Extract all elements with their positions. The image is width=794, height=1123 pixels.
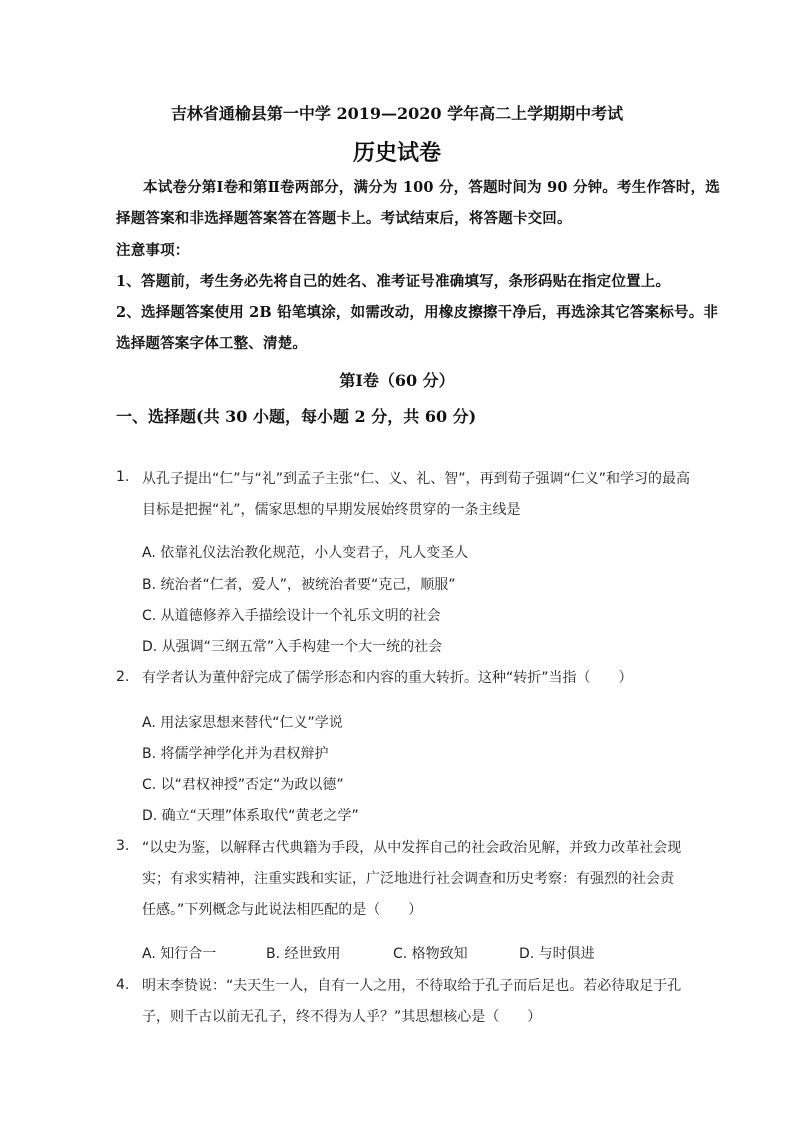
- question-number: 2.: [116, 669, 130, 685]
- option-b: B. 将儒学神学化并为君权辩护: [142, 746, 329, 762]
- question-text-line: “以史为鉴，以解释古代典籍为手段，从中发挥自己的社会政治见解，并致力改革社会现: [142, 840, 682, 856]
- intro-line-2: 择题答案和非选择题答案答在答题卡上。考试结束后，将答题卡交回。: [116, 210, 572, 227]
- option-c: C. 格物致知: [393, 946, 468, 962]
- part-heading: 第Ⅰ卷（60 分）: [339, 371, 455, 390]
- note-2-line-1: 2、选择题答案使用 2B 铅笔填涂，如需改动，用橡皮擦擦干净后，再选涂其它答案标号。非: [116, 304, 719, 321]
- option-c: C. 从道德修养入手描绘设计一个礼乐文明的社会: [142, 608, 441, 624]
- option-b: B. 统治者“仁者，爱人”，被统治者要“克己，顺服”: [142, 577, 456, 593]
- notes-title: 注意事项：: [116, 242, 190, 259]
- option-d: D. 与时俱进: [519, 946, 595, 962]
- intro-line-1: 本试卷分第Ⅰ卷和第Ⅱ卷两部分，满分为 100 分，答题时间为 90 分钟。考生作答时，选: [143, 179, 720, 196]
- exam-title: 吉林省通榆县第一中学 2019—2020 学年高二上学期期中考试: [170, 104, 624, 123]
- question-text-line: 实；有求实精神，注重实践和实证，广泛地进行社会调查和历史考察：有强烈的社会责: [142, 871, 674, 887]
- note-1: 1、答题前，考生务必先将自己的姓名、准考证号准确填写，条形码贴在指定位置上。: [116, 273, 671, 290]
- question-text-line: 有学者认为董仲舒完成了儒学形态和内容的重大转折。这种“转折”当指（ ）: [142, 670, 633, 686]
- option-d: D. 从强调“三纲五常”入手构建一个大一统的社会: [142, 639, 443, 655]
- question-text-line: 从孔子提出“仁”与“礼”到孟子主张“仁、义、礼、智”，再到荀子强调“仁义”和学习的最高: [142, 471, 691, 487]
- note-2-line-2: 选择题答案字体工整、清楚。: [116, 335, 308, 352]
- option-c: C. 以“君权神授”否定“为政以德”: [142, 777, 344, 793]
- question-text-line: 明末李贽说：“夫天生一人，自有一人之用，不待取给于孔子而后足也。若必待取足于孔: [142, 978, 682, 994]
- question-text-line: 子，则千古以前无孔子，终不得为人乎？”其思想核心是（ ）: [142, 1009, 542, 1025]
- option-a: A. 用法家思想来替代“仁义”学说: [142, 715, 343, 731]
- option-a: A. 知行合一: [142, 946, 217, 962]
- section-heading: 一、选择题(共 30 小题，每小题 2 分，共 60 分): [116, 407, 477, 426]
- question-text-line: 目标是把握“礼”，儒家思想的早期发展始终贯穿的一条主线是: [142, 502, 521, 518]
- option-a: A. 依靠礼仪法治教化规范，小人变君子，凡人变圣人: [142, 545, 469, 561]
- option-d: D. 确立“天理”体系取代“黄老之学”: [142, 808, 359, 824]
- question-number: 4.: [116, 977, 130, 993]
- exam-subtitle: 历史试卷: [352, 140, 441, 166]
- question-number: 1.: [116, 469, 130, 485]
- option-b: B. 经世致用: [266, 946, 341, 962]
- question-text-line: 任感。”下列概念与此说法相匹配的是（ ）: [142, 902, 423, 918]
- question-number: 3.: [116, 838, 130, 854]
